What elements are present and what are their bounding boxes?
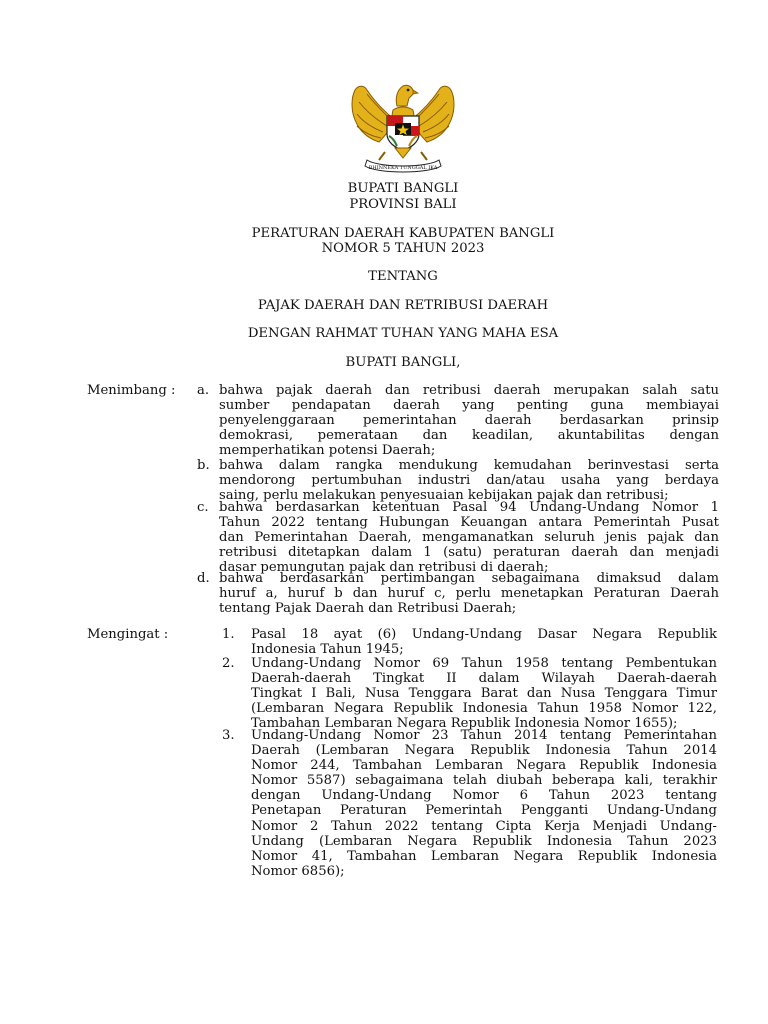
- point-marker: c.: [197, 500, 209, 515]
- regulation-title: PERATURAN DAERAH KABUPATEN BANGLI: [251, 226, 555, 241]
- text-line: Indonesia Tahun 1945;: [251, 642, 404, 658]
- point-marker: 3.: [222, 728, 235, 743]
- point-marker: 1.: [222, 627, 235, 642]
- text-line: Daerah (Lembaran Negara Republik Indonesia Tahun 2014: [251, 743, 717, 759]
- text-line: Nomor 41, Tambahan Lembaran Negara Republik Indonesia: [251, 848, 717, 864]
- text-line: sumber pendapatan daerah yang penting guna membiayai: [219, 398, 719, 414]
- about-label: TENTANG: [368, 269, 438, 284]
- text-line: bahwa berdasarkan pertimbangan sebagaimana dimaksud dalam: [219, 571, 719, 586]
- text-line: Daerah-daerah Tingkat II dalam Wilayah Daerah-daerah: [251, 671, 717, 687]
- text-line: dan Pemerintahan Daerah, mengamanatkan seluruh jenis pajak dan: [219, 530, 719, 546]
- text-line: Nomor 5587) sebagaimana telah diubah beberapa kali, terakhir: [251, 773, 717, 789]
- text-line: Nomor 6856);: [251, 863, 345, 879]
- considering-point-b: [219, 458, 719, 503]
- text-line: Tahun 2022 tentang Hubungan Keuangan antara Pemerintah Pusat: [219, 515, 719, 531]
- preamble-blessing: DENGAN RAHMAT TUHAN YANG MAHA ESA: [247, 326, 559, 341]
- regent-title: BUPATI BANGLI: [347, 181, 459, 196]
- point-marker: a.: [197, 383, 210, 398]
- text-line: demokrasi, pemerataan dan keadilan, akuntabilitas dengan: [219, 428, 719, 444]
- text-line: huruf a, huruf b dan huruf c, perlu menetapkan Peraturan Daerah: [219, 586, 719, 602]
- emblem-motto: BHINNEKA TUNGGAL IKA: [368, 165, 438, 171]
- text-line: memperhatikan potensi Daerah;: [219, 443, 436, 459]
- text-line: dengan Undang-Undang Nomor 6 Tahun 2023 tentang: [251, 788, 717, 804]
- point-marker: b.: [197, 458, 210, 473]
- text-line: penyelenggaraan pemerintahan daerah berdasarkan prinsip: [219, 413, 719, 429]
- text-line: Tingkat I Bali, Nusa Tenggara Barat dan Nusa Tenggara Timur: [251, 686, 717, 702]
- text-line: Tambahan Lembaran Negara Republik Indonesia Nomor 1655);: [251, 716, 678, 732]
- text-line: Pasal 18 ayat (6) Undang-Undang Dasar Negara Republik: [251, 627, 717, 642]
- point-marker: d.: [197, 571, 210, 586]
- text-line: tentang Pajak Daerah dan Retribusi Daerah;: [219, 601, 517, 617]
- text-line: saing, perlu melakukan penyesuaian kebijakan pajak dan retribusi;: [219, 488, 669, 504]
- text-line: retribusi ditetapkan dalam 1 (satu) peraturan daerah dan menjadi: [219, 545, 719, 561]
- regent-signatory: BUPATI BANGLI,: [345, 355, 461, 370]
- text-line: bahwa dalam rangka mendukung kemudahan berinvestasi serta: [219, 458, 719, 473]
- considering-label: Menimbang :: [87, 383, 176, 398]
- text-line: bahwa berdasarkan ketentuan Pasal 94 Undang-Undang Nomor 1: [219, 500, 719, 515]
- garuda-pancasila-emblem-icon: [345, 76, 461, 176]
- recalling-label: Mengingat :: [87, 627, 169, 642]
- text-line: (Lembaran Negara Republik Indonesia Tahun 1958 Nomor 122,: [251, 701, 717, 717]
- province-title: PROVINSI BALI: [349, 197, 457, 212]
- considering-point-c: [219, 500, 719, 575]
- regulation-number: NOMOR 5 TAHUN 2023: [321, 241, 485, 256]
- considering-point-d: [219, 571, 719, 616]
- recalling-point-1: [251, 627, 717, 657]
- recalling-point-2: [251, 656, 717, 731]
- text-line: mendorong pertumbuhan industri dan/atau usaha yang berdaya: [219, 473, 719, 489]
- recalling-point-3: [251, 728, 717, 879]
- text-line: dasar pemungutan pajak dan retribusi di daerah;: [219, 560, 549, 576]
- text-line: Nomor 244, Tambahan Lembaran Negara Republik Indonesia: [251, 758, 717, 774]
- text-line: Nomor 2 Tahun 2022 tentang Cipta Kerja Menjadi Undang-: [251, 818, 717, 834]
- text-line: Penetapan Peraturan Pemerintah Pengganti Undang-Undang: [251, 803, 717, 819]
- text-line: bahwa pajak daerah dan retribusi daerah merupakan salah satu: [219, 383, 719, 398]
- text-line: Undang (Lembaran Negara Republik Indonesia Tahun 2023: [251, 833, 717, 849]
- text-line: Undang-Undang Nomor 23 Tahun 2014 tentang Pemerintahan: [251, 728, 717, 743]
- text-line: Undang-Undang Nomor 69 Tahun 1958 tentang Pembentukan: [251, 656, 717, 671]
- point-marker: 2.: [222, 656, 235, 671]
- regulation-subject: PAJAK DAERAH DAN RETRIBUSI DAERAH: [257, 298, 549, 313]
- considering-point-a: [219, 383, 719, 458]
